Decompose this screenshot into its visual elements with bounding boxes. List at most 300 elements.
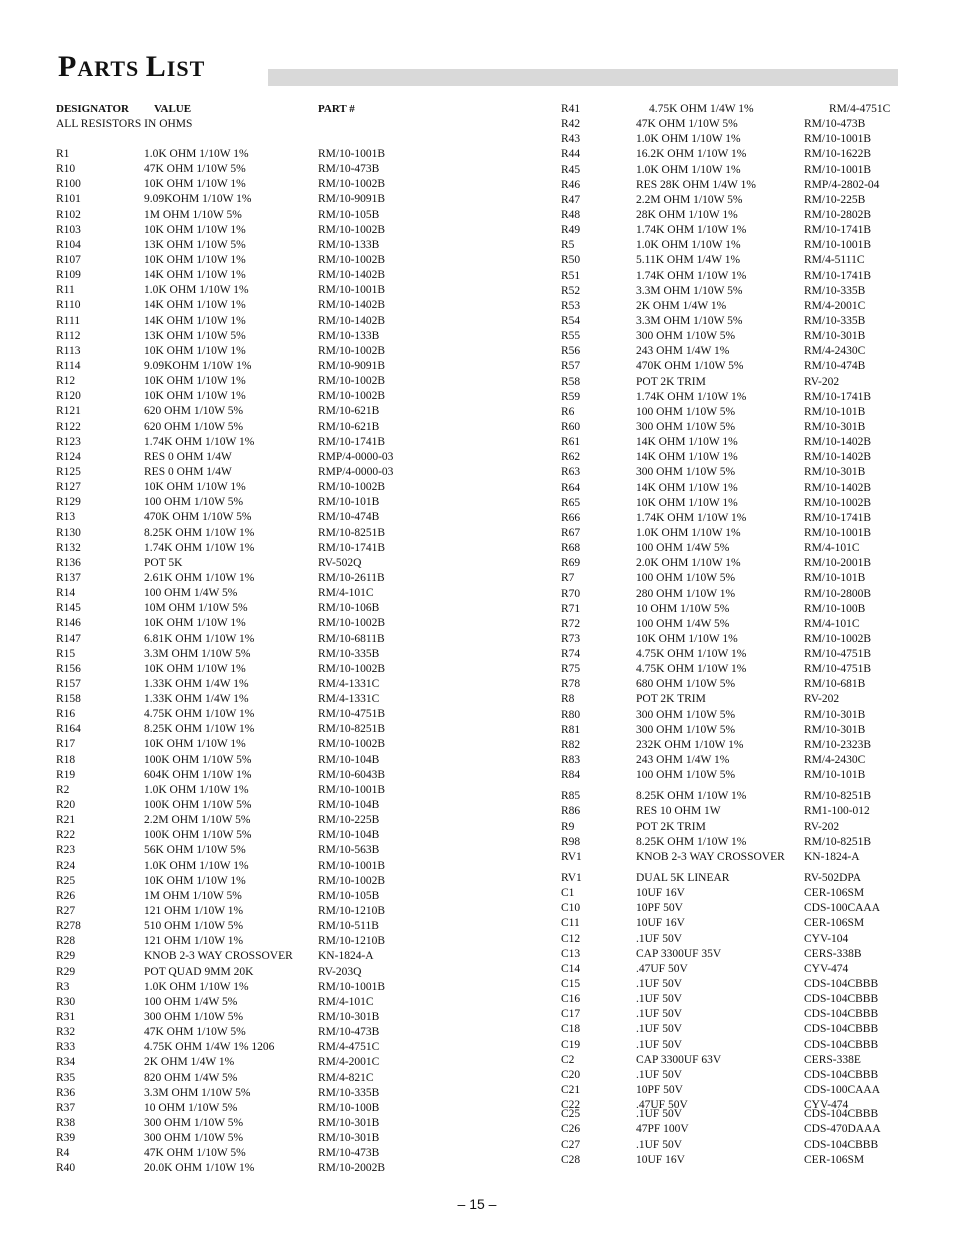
value: 680 OHM 1/10W 5% [636, 678, 736, 691]
designator: R16 [56, 708, 76, 721]
part-number: RM/10-301B [318, 1117, 380, 1129]
part-number: RV-202 [804, 693, 840, 706]
resistor-units-note: ALL RESISTORS IN OHMS [56, 118, 193, 130]
designator: R52 [561, 284, 581, 297]
designator: R136 [56, 556, 81, 569]
part-number: RV-203Q [318, 965, 362, 978]
value: 300 OHM 1/10W 5% [636, 330, 736, 343]
designator: R69 [561, 557, 581, 570]
designator: R17 [56, 738, 76, 751]
part-number: RM/10-563B [318, 844, 380, 857]
part-number: KN-1824-A [804, 850, 860, 863]
list-item [561, 602, 921, 617]
header-part-number: PART # [318, 103, 355, 115]
header-value: VALUE [154, 103, 192, 115]
value: 100 OHM 1/10W 5% [144, 496, 244, 509]
part-number: RM/4-1331C [318, 677, 380, 690]
designator: R29 [56, 965, 76, 978]
header-designator: DESIGNATOR [56, 103, 129, 115]
list-item [561, 147, 921, 162]
designator: R37 [56, 1101, 76, 1114]
list-item [561, 708, 921, 723]
value: 100 OHM 1/4W 5% [636, 617, 730, 630]
part-number: CYV-474 [804, 962, 849, 975]
part-number: RM/10-1402B [318, 314, 386, 327]
value: 10 OHM 1/10W 5% [144, 1101, 238, 1114]
value: .1UF 50V [636, 1038, 683, 1051]
value: 100 OHM 1/4W 5% [144, 995, 238, 1008]
list-item [561, 617, 921, 632]
list-item [561, 526, 921, 541]
list-item [561, 238, 921, 253]
value: 16.2K OHM 1/10W 1% [636, 148, 747, 161]
designator: R86 [561, 805, 581, 818]
designator: C21 [561, 1084, 581, 1096]
value: 47PF 100V [636, 1123, 689, 1136]
list-item [561, 901, 921, 916]
list-item [561, 962, 921, 977]
value: 28K OHM 1/10W 1% [636, 208, 738, 221]
list-item [561, 932, 921, 947]
list-item [561, 1053, 921, 1068]
part-number: RM/10-474B [804, 360, 866, 373]
list-item [56, 208, 416, 223]
part-number: CDS-100CAAA [804, 902, 881, 915]
designator: R27 [56, 905, 76, 918]
list-item [56, 1010, 416, 1025]
part-number: RM/4-101C [318, 587, 374, 600]
designator: R78 [561, 678, 581, 691]
designator: R114 [56, 359, 81, 372]
part-number: RM/10-1402B [318, 299, 386, 312]
part-number: RM/10-1210B [318, 905, 386, 918]
part-number: RM/10-301B [804, 420, 866, 433]
part-number: RMP/4-0000-03 [318, 450, 394, 463]
list-item [56, 692, 416, 707]
designator: R132 [56, 541, 81, 554]
designator: R38 [56, 1117, 76, 1129]
list-item [561, 977, 921, 992]
value: 300 OHM 1/10W 5% [144, 1011, 244, 1024]
value: 14K OHM 1/10W 1% [144, 299, 246, 312]
list-item [561, 359, 921, 374]
part-number: RM/4-4751C [829, 103, 891, 115]
list-item [56, 798, 416, 813]
designator: R28 [56, 935, 76, 948]
list-item [56, 1101, 416, 1116]
list-item [56, 177, 416, 192]
designator: R55 [561, 330, 581, 343]
part-number: RM/10-1402B [318, 269, 386, 282]
list-item [56, 1131, 416, 1146]
value: 510 OHM 1/10W 5% [144, 920, 244, 933]
designator: R44 [561, 148, 581, 161]
part-number: RM/10-4751B [804, 663, 872, 676]
value: 9.09KOHM 1/10W 1% [144, 193, 252, 206]
part-number: CDS-104CBBB [804, 1008, 879, 1021]
list-item [56, 980, 416, 995]
designator: R121 [56, 405, 81, 418]
designator: C12 [561, 932, 581, 945]
designator: R21 [56, 814, 76, 827]
part-number: RM/10-473B [318, 1026, 380, 1039]
value: 1.33K OHM 1/4W 1% [144, 677, 249, 690]
value: 10K OHM 1/10W 1% [144, 617, 246, 630]
part-number: RM/4-2001C [804, 299, 866, 312]
designator: R80 [561, 708, 581, 721]
part-number: RM/10-133B [318, 329, 380, 342]
value: 10K OHM 1/10W 1% [144, 253, 246, 266]
value: .1UF 50V [636, 978, 683, 991]
value: 10K OHM 1/10W 1% [636, 496, 738, 509]
part-number: RM/10-1741B [318, 435, 386, 448]
designator: C28 [561, 1153, 581, 1166]
designator: R137 [56, 571, 81, 584]
value: 10 OHM 1/10W 5% [636, 602, 730, 615]
designator: R5 [561, 239, 575, 252]
list-item [561, 102, 921, 117]
designator: C14 [561, 962, 581, 975]
part-number: RM/10-474B [318, 511, 380, 524]
part-number: RM/10-1741B [804, 269, 872, 282]
list-item [56, 510, 416, 525]
value: 100K OHM 1/10W 5% [144, 753, 252, 766]
value: .47UF 50V [636, 1099, 688, 1112]
value: .47UF 50V [636, 962, 688, 975]
part-number: RM/10-473B [318, 1147, 380, 1160]
part-number: RM/10-1001B [318, 980, 386, 993]
part-number: RM/10-1001B [318, 148, 386, 160]
list-item [561, 804, 921, 819]
designator: R59 [561, 390, 581, 403]
list-item [56, 223, 416, 238]
list-item [561, 1153, 921, 1168]
value: 300 OHM 1/10W 5% [144, 1117, 244, 1129]
list-item [56, 389, 416, 404]
value: .1UF 50V [636, 1138, 683, 1151]
part-number: RV-202 [804, 820, 840, 833]
designator: R14 [56, 587, 76, 600]
designator: R8 [561, 693, 575, 706]
part-number: CYV-104 [804, 932, 849, 945]
part-number: RM/10-301B [318, 1132, 380, 1145]
value: 10K OHM 1/10W 1% [144, 178, 246, 191]
part-number: RM/10-104B [318, 753, 380, 766]
part-number: RM/10-1002B [318, 375, 386, 388]
list-item [561, 314, 921, 329]
part-number: RM/10-8251B [804, 790, 872, 803]
list-item [56, 586, 416, 601]
designator: R4 [56, 1147, 70, 1160]
value: KNOB 2-3 WAY CROSSOVER [144, 950, 293, 963]
designator: R43 [561, 133, 581, 146]
designator: C13 [561, 947, 581, 960]
list-item [56, 435, 416, 450]
designator: R41 [561, 103, 581, 115]
part-number: RM/10-335B [804, 314, 866, 327]
part-number: RM/10-301B [804, 466, 866, 479]
designator: C15 [561, 978, 581, 991]
part-number: RM/10-621B [318, 420, 380, 433]
part-number: KN-1824-A [318, 950, 374, 963]
part-number: RM/10-1402B [804, 451, 872, 464]
part-number: RM/10-1002B [318, 617, 386, 630]
list-item [56, 1086, 416, 1101]
value: 3.3M OHM 1/10W 5% [636, 284, 743, 297]
list-item [561, 1022, 921, 1037]
list-item [56, 268, 416, 283]
value: RES 0 OHM 1/4W [144, 465, 232, 478]
value: 3.3M OHM 1/10W 5% [636, 314, 743, 327]
part-number: RM/10-1741B [804, 511, 872, 524]
part-number: RM/10-104B [318, 799, 380, 812]
value: 1.0K OHM 1/10W 1% [144, 284, 249, 297]
designator: C20 [561, 1068, 581, 1081]
designator: R130 [56, 526, 81, 539]
part-number: RM/10-1002B [804, 632, 872, 645]
designator: R35 [56, 1071, 76, 1084]
designator: R6 [561, 405, 575, 418]
column-header [56, 102, 416, 117]
value: 14K OHM 1/10W 1% [636, 481, 738, 494]
value: 100 OHM 1/10W 5% [636, 405, 736, 418]
part-number: RM/10-101B [804, 769, 866, 782]
designator: R1 [56, 148, 70, 160]
list-item [56, 314, 416, 329]
value: 4.75K OHM 1/10W 1% [636, 648, 747, 661]
value: 2.61K OHM 1/10W 1% [144, 571, 255, 584]
value: 121 OHM 1/10W 1% [144, 905, 244, 918]
page-number: – 15 – [457, 1196, 497, 1212]
value: 2K OHM 1/4W 1% [636, 299, 727, 312]
list-item [561, 1083, 921, 1098]
list-item [56, 768, 416, 783]
designator: R57 [561, 360, 581, 373]
value: POT QUAD 9MM 20K [144, 965, 254, 978]
value: 10UF 16V [636, 887, 685, 900]
value: 5.11K OHM 1/4W 1% [636, 254, 741, 267]
value: CAP 3300UF 35V [636, 947, 722, 960]
value: 10K OHM 1/10W 1% [144, 344, 246, 357]
value: 1M OHM 1/10W 5% [144, 889, 242, 902]
designator: R157 [56, 677, 81, 690]
designator: R47 [561, 193, 581, 206]
value: 100 OHM 1/4W 5% [636, 542, 730, 555]
list-item [561, 753, 921, 768]
part-number: RM/10-473B [318, 163, 380, 176]
list-item [561, 1138, 921, 1153]
value: 4.75K OHM 1/4W 1% 1206 [144, 1041, 275, 1054]
value: 47K OHM 1/10W 5% [144, 1147, 246, 1160]
list-item [561, 481, 921, 496]
value: POT 2K TRIM [636, 375, 706, 388]
list-item [561, 344, 921, 359]
designator: R50 [561, 254, 581, 267]
value: 14K OHM 1/10W 1% [144, 314, 246, 327]
list-item [561, 193, 921, 208]
designator: R158 [56, 693, 81, 706]
value: 47K OHM 1/10W 5% [144, 163, 246, 176]
list-item [561, 253, 921, 268]
designator: R15 [56, 647, 76, 660]
list-item [56, 647, 416, 662]
part-number: RM/10-105B [318, 889, 380, 902]
list-item [561, 835, 921, 850]
value: 47K OHM 1/10W 5% [636, 118, 738, 131]
part-number: RV-202 [804, 375, 840, 388]
part-number: CDS-100CAAA [804, 1084, 881, 1096]
designator: R32 [56, 1026, 76, 1039]
list-item [561, 269, 921, 284]
part-number: RM/10-2323B [804, 738, 872, 751]
designator: R63 [561, 466, 581, 479]
value: 243 OHM 1/4W 1% [636, 345, 730, 358]
designator: R67 [561, 526, 581, 539]
parts-list-left [56, 147, 416, 1177]
list-item [56, 329, 416, 344]
part-number: CERS-338E [804, 1053, 861, 1066]
part-number: RM/10-1002B [318, 738, 386, 751]
part-number: RM/10-301B [804, 330, 866, 343]
designator: R53 [561, 299, 581, 312]
part-number: CDS-104CBBB [804, 993, 879, 1006]
list-item [561, 723, 921, 738]
list-item [561, 587, 921, 602]
designator: R66 [561, 511, 581, 524]
list-item [56, 298, 416, 313]
designator: R61 [561, 436, 581, 449]
value: 20.0K OHM 1/10W 1% [144, 1162, 255, 1175]
list-item [56, 783, 416, 798]
part-number: RM/4-1331C [318, 693, 380, 706]
list-item [561, 677, 921, 692]
part-number: RM/10-106B [318, 602, 380, 615]
part-number: RM/10-100B [804, 602, 866, 615]
value: 1.74K OHM 1/10W 1% [636, 269, 747, 282]
list-item [561, 871, 921, 886]
value: 100 OHM 1/10W 5% [636, 572, 736, 585]
list-item [561, 223, 921, 238]
list-item [561, 886, 921, 901]
parts-column-right [561, 102, 921, 1168]
value: 1.74K OHM 1/10W 1% [636, 390, 747, 403]
list-item [561, 132, 921, 147]
list-item [561, 916, 921, 931]
list-item [561, 556, 921, 571]
part-number: CER-106SM [804, 917, 865, 930]
part-number: RM/10-1001B [804, 163, 872, 176]
designator: R49 [561, 224, 581, 237]
designator: R51 [561, 269, 581, 282]
part-number: CDS-470DAAA [804, 1123, 881, 1136]
designator: C1 [561, 887, 575, 900]
value: 6.81K OHM 1/10W 1% [144, 632, 255, 645]
designator: R83 [561, 754, 581, 767]
value: 300 OHM 1/10W 5% [636, 723, 736, 736]
parts-column-left [56, 102, 416, 1177]
part-number: RM/4-5111C [804, 254, 865, 267]
list-item [561, 375, 921, 390]
part-number: RM/10-1002B [318, 874, 386, 887]
part-number: RM/4-2001C [318, 1056, 380, 1069]
part-number: RM/10-8251B [318, 526, 386, 539]
value: 47K OHM 1/10W 5% [144, 1026, 246, 1039]
designator: R23 [56, 844, 76, 857]
designator: R72 [561, 617, 581, 630]
designator: C25 [561, 1108, 581, 1121]
designator: R33 [56, 1041, 76, 1054]
value: 1.74K OHM 1/10W 1% [144, 435, 255, 448]
value: 8.25K OHM 1/10W 1% [144, 723, 255, 736]
list-item [56, 556, 416, 571]
value: 10K OHM 1/10W 1% [144, 738, 246, 751]
designator: R19 [56, 768, 76, 781]
list-item [56, 889, 416, 904]
designator: R81 [561, 723, 581, 736]
list-item [56, 874, 416, 889]
part-number: RM/10-335B [318, 1086, 380, 1099]
value: .1UF 50V [636, 1008, 683, 1021]
list-item [56, 374, 416, 389]
designator: R120 [56, 390, 81, 403]
value: 9.09KOHM 1/10W 1% [144, 359, 252, 372]
part-number: RM/10-1002B [318, 253, 386, 266]
designator: R73 [561, 632, 581, 645]
list-item [56, 828, 416, 843]
value: 10PF 50V [636, 1084, 683, 1096]
list-item [56, 465, 416, 480]
list-item [56, 283, 416, 298]
designator: RV1 [561, 872, 582, 885]
part-number: RM/4-4751C [318, 1041, 380, 1054]
designator: R7 [561, 572, 575, 585]
part-number: RM/10-4751B [804, 648, 872, 661]
designator: C11 [561, 917, 580, 930]
designator: R56 [561, 345, 581, 358]
list-item [561, 571, 921, 586]
value: 1M OHM 1/10W 5% [144, 208, 242, 221]
designator: C27 [561, 1138, 581, 1151]
part-number: RM/10-1741B [318, 541, 386, 554]
designator: R70 [561, 587, 581, 600]
list-item [56, 1071, 416, 1086]
designator: C26 [561, 1123, 581, 1136]
part-number: CDS-104CBBB [804, 978, 879, 991]
designator: R46 [561, 178, 581, 191]
designator: R124 [56, 450, 81, 463]
value: 14K OHM 1/10W 1% [144, 269, 246, 282]
value: RES 0 OHM 1/4W [144, 450, 232, 463]
list-item [56, 495, 416, 510]
designator: R54 [561, 314, 581, 327]
value: 1.0K OHM 1/10W 1% [144, 980, 249, 993]
part-number: CDS-104CBBB [804, 1138, 879, 1151]
part-number: RM/10-301B [804, 723, 866, 736]
part-number: RM/10-511B [318, 920, 379, 933]
parts-list-right-b [561, 789, 921, 865]
value: 8.25K OHM 1/10W 1% [636, 835, 747, 848]
list-item [56, 1055, 416, 1070]
value: .1UF 50V [636, 1108, 683, 1121]
designator: R40 [56, 1162, 76, 1175]
list-item [56, 571, 416, 586]
list-item [56, 404, 416, 419]
value: 10M OHM 1/10W 5% [144, 602, 248, 615]
part-number: RM/10-2002B [318, 1162, 386, 1175]
part-number: RM/10-1741B [804, 224, 872, 237]
value: 100K OHM 1/10W 5% [144, 829, 252, 842]
part-number: RM/4-2430C [804, 345, 866, 358]
